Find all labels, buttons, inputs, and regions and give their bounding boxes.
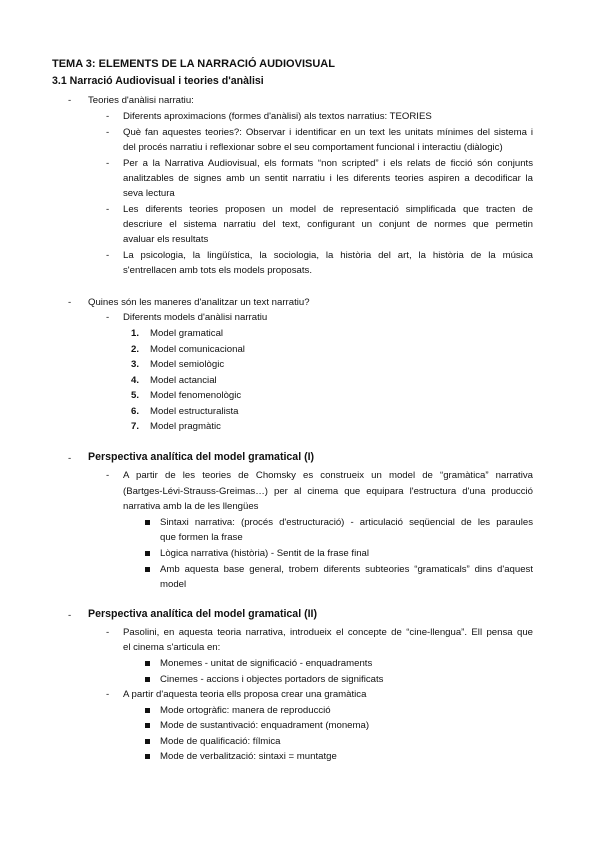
section1-heading: Teories d'anàlisi narratiu:	[88, 95, 194, 106]
section4-heading: Perspectiva analítica del model gramatical (II)	[88, 608, 318, 620]
bullet-item: Mode de verbalització: sintaxi = muntatge	[160, 751, 337, 762]
list-number: 5.	[131, 390, 140, 401]
dash-marker: -	[106, 689, 110, 700]
square-bullet-icon	[145, 723, 150, 728]
paragraph-line: A partir d'aquesta teoria ells proposa crear una gramàtica	[123, 689, 367, 700]
list-item-line: seva lectura	[123, 188, 175, 199]
bullet-item-line: Lògica narrativa (història) - Sentit de la frase final	[160, 548, 370, 559]
paragraph-line: el cinema s'articula en:	[123, 642, 221, 653]
bullet-item: Cinemes - accions i objectes portadors de significats	[160, 674, 384, 685]
dash-marker: -	[106, 127, 110, 138]
square-bullet-icon	[145, 739, 150, 744]
dash-marker: -	[106, 470, 110, 481]
dash-marker: -	[106, 158, 110, 169]
dash-marker: -	[106, 627, 110, 638]
paragraph-line: A partir de les teories de Chomsky es construeix un model de “gramàtica” narrativa	[123, 470, 533, 481]
dash-marker: -	[68, 95, 72, 106]
dash-marker: -	[68, 453, 72, 464]
model-item: Model comunicacional	[150, 344, 245, 355]
list-number: 2.	[131, 344, 140, 355]
paragraph-line: (Bartges-Lévi-Strauss-Greimas…) per al cinema que equipara l'estructura d'una producció	[123, 486, 533, 497]
square-bullet-icon	[145, 677, 150, 682]
square-bullet-icon	[145, 661, 150, 666]
list-item: Diferents aproximacions (formes d'anàlisi) als textos narratius: TEORIES	[123, 111, 432, 122]
square-bullet-icon	[145, 754, 150, 759]
list-item-line: Les diferents teories proposen un model de representació simplificada que tracten de	[123, 204, 533, 215]
document-title: TEMA 3: ELEMENTS DE LA NARRACIÓ AUDIOVISUAL	[52, 58, 335, 70]
model-item: Model semiològic	[150, 359, 225, 370]
list-item-line: del procés narratiu i reflexionar sobre el seu comportament funcional i interactiu (diàlogic)	[123, 142, 503, 153]
bullet-item-line: model	[160, 579, 187, 590]
model-item: Model fenomenològic	[150, 390, 242, 401]
square-bullet-icon	[145, 567, 150, 572]
bullet-item-line: Sintaxi narrativa: (procés d'estructuració) - articulació seqüencial de les paraules	[160, 517, 533, 528]
bullet-item: Mode de qualificació: fílmica	[160, 736, 281, 747]
bullet-item-line: Amb aquesta base general, trobem diferents subteories “gramaticals” dins d'aquest	[160, 564, 533, 575]
list-item-line: s'entrellacen amb tots els models proposats.	[123, 265, 313, 276]
list-number: 7.	[131, 421, 140, 432]
list-item-line: Què fan aquestes teories?: Observar i identificar en un text les unitats mínimes del sistema i	[123, 127, 533, 138]
dash-marker: -	[68, 610, 72, 621]
section-subtitle: 3.1 Narració Audiovisual i teories d'anàlisi	[52, 75, 264, 87]
dash-marker: -	[106, 250, 110, 261]
list-item-line: analitzables de signes amb un sentit narratiu i les diferents teories aspiren a decodificar la	[123, 173, 533, 184]
bullet-item: Monemes - unitat de significació - enquadraments	[160, 658, 373, 669]
section2-subheading: Diferents models d'anàlisi narratiu	[123, 312, 268, 323]
dash-marker: -	[106, 111, 110, 122]
list-number: 3.	[131, 359, 140, 370]
dash-marker: -	[68, 297, 72, 308]
dash-marker: -	[106, 204, 110, 215]
section3-heading: Perspectiva analítica del model gramatical (I)	[88, 451, 315, 463]
bullet-item-line: que formen la frase	[160, 532, 243, 543]
bullet-item: Mode ortogràfic: manera de reproducció	[160, 705, 331, 716]
model-item: Model actancial	[150, 375, 217, 386]
model-item: Model pragmàtic	[150, 421, 221, 432]
list-number: 1.	[131, 328, 140, 339]
bullet-item: Mode de sustantivació: enquadrament (monema)	[160, 720, 370, 731]
model-item: Model gramatical	[150, 328, 224, 339]
paragraph-line: Pasolini, en aquesta teoria narrativa, introdueix el concepte de “cine-llengua”. Ell pensa que	[123, 627, 533, 638]
list-item-line: La psicologia, la lingüística, la sociologia, la història del art, la història de la música	[123, 250, 533, 261]
list-item-line: Per a la Narrativa Audiovisual, els formats “non scripted” i els relats de ficció són conjunts	[123, 158, 533, 169]
list-number: 6.	[131, 406, 140, 417]
section2-heading: Quines són les maneres d'analitzar un text narratiu?	[88, 297, 310, 308]
paragraph-line: narrativa amb la de les llengües	[123, 501, 259, 512]
dash-marker: -	[106, 312, 110, 323]
list-number: 4.	[131, 375, 140, 386]
list-item-line: descriure el sistema narratiu del text, configurant un conjunt de normes que permetin	[123, 219, 533, 230]
square-bullet-icon	[145, 551, 150, 556]
square-bullet-icon	[145, 708, 150, 713]
list-item-line: avaluar els resultats	[123, 234, 209, 245]
model-item: Model estructuralista	[150, 406, 239, 417]
square-bullet-icon	[145, 520, 150, 525]
